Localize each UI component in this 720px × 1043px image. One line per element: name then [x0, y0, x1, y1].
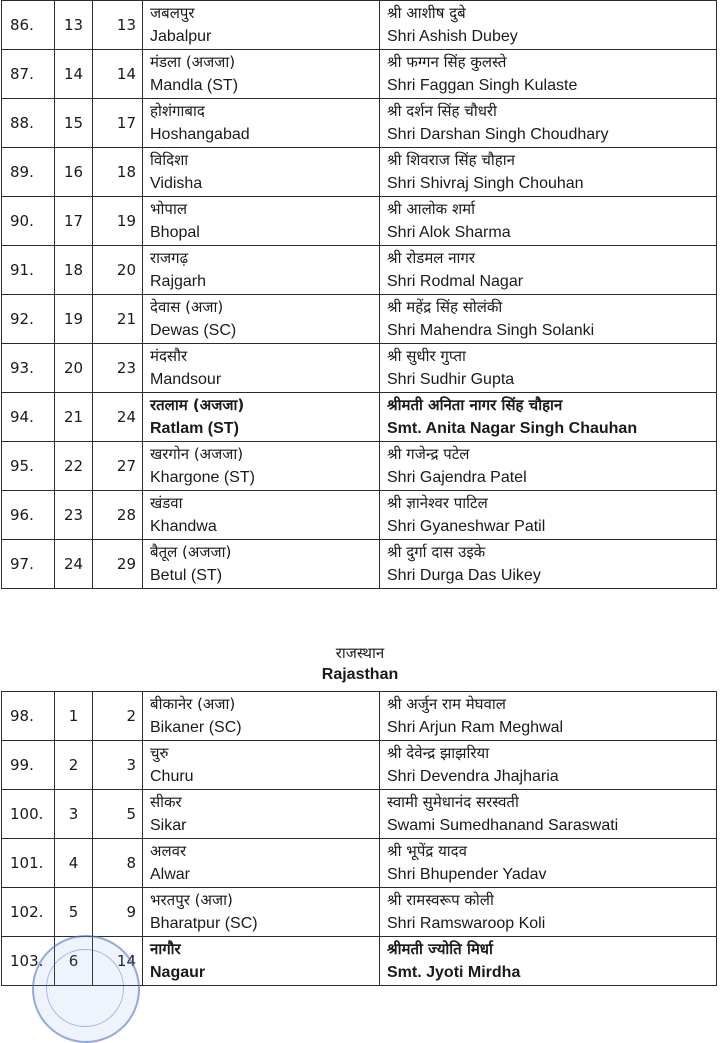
- candidate-cell: [380, 148, 717, 197]
- constituency-number: 3: [93, 741, 143, 790]
- constituency-name-english: Khandwa: [150, 518, 217, 535]
- candidate-name-english: Shri Darshan Singh Choudhary: [387, 126, 609, 143]
- candidate-name-hindi: श्री दर्शन सिंह चौधरी: [387, 102, 497, 120]
- constituency-name-english: Jabalpur: [150, 28, 212, 45]
- candidate-name-hindi: स्वामी सुमेधानंद सरस्वती: [387, 793, 519, 811]
- state-seq-number: 17: [55, 197, 93, 246]
- serial-number: 101.: [2, 839, 55, 888]
- candidate-name-hindi: श्री दुर्गा दास उइके: [387, 543, 486, 561]
- candidate-cell: [380, 295, 717, 344]
- serial-number: 92.: [2, 295, 55, 344]
- constituency-name-english: Mandla (ST): [150, 77, 239, 94]
- serial-number: 98.: [2, 692, 55, 741]
- candidate-table-madhya-pradesh: [1, 0, 717, 589]
- constituency-number: 8: [93, 839, 143, 888]
- candidate-name-hindi: श्री महेंद्र सिंह सोलंकी: [387, 298, 503, 316]
- constituency-number: 17: [93, 99, 143, 148]
- constituency-name-hindi: बीकानेर (अजा): [150, 695, 236, 713]
- state-seq-number: 13: [55, 1, 93, 50]
- candidate-name-english: Shri Shivraj Singh Chouhan: [387, 175, 584, 192]
- constituency-name-hindi: भोपाल: [150, 200, 188, 218]
- candidate-cell: [380, 741, 717, 790]
- serial-number: 86.: [2, 1, 55, 50]
- serial-number: 93.: [2, 344, 55, 393]
- candidate-name-hindi: श्री आलोक शर्मा: [387, 200, 476, 218]
- candidate-name-english: Smt. Jyoti Mirdha: [387, 964, 521, 981]
- constituency-name-english: Bikaner (SC): [150, 719, 242, 736]
- table-row: [2, 888, 717, 937]
- constituency-cell: [143, 1, 380, 50]
- state-seq-number: 23: [55, 491, 93, 540]
- candidate-name-english: Swami Sumedhanand Saraswati: [387, 817, 619, 834]
- table-row: [2, 50, 717, 99]
- candidate-cell: [380, 540, 717, 589]
- constituency-cell: [143, 741, 380, 790]
- constituency-number: 29: [93, 540, 143, 589]
- table-row: [2, 540, 717, 589]
- constituency-cell: [143, 888, 380, 937]
- constituency-number: 21: [93, 295, 143, 344]
- candidate-name-hindi: श्री रोडमल नागर: [387, 249, 476, 267]
- candidate-cell: [380, 246, 717, 295]
- constituency-name-hindi: मंडला (अजजा): [150, 53, 236, 71]
- constituency-cell: [143, 442, 380, 491]
- state-seq-number: 15: [55, 99, 93, 148]
- constituency-name-hindi: मंदसौर: [150, 347, 188, 365]
- table-row: [2, 295, 717, 344]
- serial-number: 89.: [2, 148, 55, 197]
- constituency-name-hindi: खरगोन (अजजा): [150, 445, 244, 463]
- candidate-cell: [380, 442, 717, 491]
- constituency-name-hindi: विदिशा: [150, 151, 189, 169]
- constituency-name-hindi: देवास (अजा): [150, 298, 224, 316]
- constituency-name-hindi: खंडवा: [150, 494, 183, 512]
- candidate-cell: [380, 99, 717, 148]
- constituency-name-hindi: चुरु: [150, 744, 169, 762]
- constituency-name-hindi: नागौर: [150, 940, 181, 958]
- serial-number: 88.: [2, 99, 55, 148]
- constituency-cell: [143, 839, 380, 888]
- constituency-number: 27: [93, 442, 143, 491]
- serial-number: 87.: [2, 50, 55, 99]
- constituency-number: 19: [93, 197, 143, 246]
- table-row: [2, 1, 717, 50]
- state-seq-number: 21: [55, 393, 93, 442]
- constituency-name-english: Nagaur: [150, 964, 206, 981]
- constituency-name-english: Mandsour: [150, 371, 222, 388]
- constituency-number: 23: [93, 344, 143, 393]
- candidate-cell: [380, 790, 717, 839]
- constituency-cell: [143, 246, 380, 295]
- constituency-name-hindi: भरतपुर (अजा): [150, 891, 233, 909]
- candidate-name-english: Shri Devendra Jhajharia: [387, 768, 559, 785]
- constituency-cell: [143, 197, 380, 246]
- constituency-name-hindi: राजगढ़: [150, 249, 189, 267]
- candidate-cell: [380, 197, 717, 246]
- table-row: [2, 344, 717, 393]
- constituency-name-hindi: रतलाम (अजजा): [150, 396, 245, 414]
- serial-number: 100.: [2, 790, 55, 839]
- candidate-cell: [380, 50, 717, 99]
- candidate-name-english: Smt. Anita Nagar Singh Chauhan: [387, 420, 638, 437]
- constituency-name-hindi: जबलपुर: [150, 4, 195, 22]
- candidate-cell: [380, 1, 717, 50]
- candidate-name-hindi: श्रीमती अनिता नागर सिंह चौहान: [387, 396, 563, 414]
- candidate-cell: [380, 491, 717, 540]
- candidate-name-english: Shri Rodmal Nagar: [387, 273, 524, 290]
- constituency-number: 9: [93, 888, 143, 937]
- state-seq-number: 24: [55, 540, 93, 589]
- candidate-name-english: Shri Mahendra Singh Solanki: [387, 322, 595, 339]
- candidate-name-english: Shri Ramswaroop Koli: [387, 915, 546, 932]
- constituency-cell: [143, 540, 380, 589]
- candidate-name-english: Shri Gajendra Patel: [387, 469, 527, 486]
- constituency-cell: [143, 148, 380, 197]
- constituency-name-english: Churu: [150, 768, 194, 785]
- candidate-name-english: Shri Sudhir Gupta: [387, 371, 515, 388]
- candidate-name-english: Shri Ashish Dubey: [387, 28, 518, 45]
- constituency-cell: [143, 937, 380, 986]
- constituency-name-english: Dewas (SC): [150, 322, 237, 339]
- candidate-name-hindi: श्री रामस्वरूप कोली: [387, 891, 494, 909]
- candidate-name-hindi: श्री आशीष दुबे: [387, 4, 466, 22]
- serial-number: 97.: [2, 540, 55, 589]
- candidate-cell: [380, 937, 717, 986]
- constituency-name-english: Khargone (ST): [150, 469, 255, 486]
- candidate-name-english: Shri Bhupender Yadav: [387, 866, 547, 883]
- constituency-number: 28: [93, 491, 143, 540]
- constituency-cell: [143, 295, 380, 344]
- table-row: [2, 442, 717, 491]
- constituency-name-english: Bharatpur (SC): [150, 915, 258, 932]
- constituency-number: 14: [93, 937, 143, 986]
- state-seq-number: 5: [55, 888, 93, 937]
- candidate-name-hindi: श्री फग्गन सिंह कुलस्ते: [387, 53, 507, 71]
- state-seq-number: 14: [55, 50, 93, 99]
- constituency-name-hindi: बैतूल (अजजा): [150, 543, 232, 561]
- constituency-name-hindi: सीकर: [150, 793, 182, 811]
- constituency-number: 2: [93, 692, 143, 741]
- serial-number: 102.: [2, 888, 55, 937]
- candidate-cell: [380, 839, 717, 888]
- state-seq-number: 16: [55, 148, 93, 197]
- candidate-name-hindi: श्री भूपेंद्र यादव: [387, 842, 467, 860]
- state-seq-number: 3: [55, 790, 93, 839]
- constituency-cell: [143, 344, 380, 393]
- serial-number: 90.: [2, 197, 55, 246]
- table-row: [2, 839, 717, 888]
- constituency-number: 24: [93, 393, 143, 442]
- table-row: [2, 491, 717, 540]
- constituency-cell: [143, 393, 380, 442]
- table-row: [2, 692, 717, 741]
- constituency-name-english: Alwar: [150, 866, 191, 883]
- constituency-cell: [143, 692, 380, 741]
- constituency-name-english: Sikar: [150, 817, 187, 834]
- table-row: [2, 197, 717, 246]
- constituency-number: 5: [93, 790, 143, 839]
- candidate-cell: [380, 393, 717, 442]
- table-row: [2, 99, 717, 148]
- constituency-name-english: Ratlam (ST): [150, 420, 239, 437]
- candidate-name-english: Shri Arjun Ram Meghwal: [387, 719, 564, 736]
- state-seq-number: 4: [55, 839, 93, 888]
- serial-number: 94.: [2, 393, 55, 442]
- table-row: [2, 393, 717, 442]
- constituency-name-english: Bhopal: [150, 224, 200, 241]
- serial-number: 99.: [2, 741, 55, 790]
- candidate-cell: [380, 888, 717, 937]
- candidate-name-hindi: श्री गजेन्द्र पटेल: [387, 445, 470, 463]
- table-row: [2, 790, 717, 839]
- constituency-number: 13: [93, 1, 143, 50]
- candidate-cell: [380, 692, 717, 741]
- constituency-number: 14: [93, 50, 143, 99]
- table-row: [2, 246, 717, 295]
- state-seq-number: 22: [55, 442, 93, 491]
- constituency-cell: [143, 50, 380, 99]
- candidate-cell: [380, 344, 717, 393]
- constituency-name-english: Betul (ST): [150, 567, 223, 584]
- candidate-name-hindi: श्री अर्जुन राम मेघवाल: [387, 695, 506, 713]
- candidate-name-hindi: श्री देवेन्द्र झाझरिया: [387, 744, 490, 762]
- candidate-name-english: Shri Durga Das Uikey: [387, 567, 541, 584]
- serial-number: 103.: [2, 937, 55, 986]
- table-row: [2, 741, 717, 790]
- state-seq-number: 18: [55, 246, 93, 295]
- serial-number: 96.: [2, 491, 55, 540]
- section-title-english: Rajasthan: [321, 666, 399, 683]
- constituency-name-english: Hoshangabad: [150, 126, 250, 143]
- candidate-name-hindi: श्री सुधीर गुप्ता: [387, 347, 466, 365]
- constituency-cell: [143, 99, 380, 148]
- constituency-number: 20: [93, 246, 143, 295]
- section-title-hindi: राजस्थान: [335, 644, 385, 662]
- constituency-cell: [143, 491, 380, 540]
- constituency-name-english: Vidisha: [150, 175, 203, 192]
- constituency-name-hindi: होशंगाबाद: [150, 102, 205, 120]
- table-row: [2, 148, 717, 197]
- constituency-name-english: Rajgarh: [150, 273, 207, 290]
- constituency-number: 18: [93, 148, 143, 197]
- serial-number: 91.: [2, 246, 55, 295]
- constituency-name-hindi: अलवर: [150, 842, 187, 860]
- state-seq-number: 1: [55, 692, 93, 741]
- candidate-name-hindi: श्रीमती ज्योति मिर्धा: [387, 940, 493, 958]
- candidate-name-english: Shri Gyaneshwar Patil: [387, 518, 546, 535]
- candidate-table-rajasthan: [1, 691, 717, 986]
- state-seq-number: 20: [55, 344, 93, 393]
- candidate-name-hindi: श्री ज्ञानेश्वर पाटिल: [387, 494, 488, 512]
- table-row: [2, 937, 717, 986]
- constituency-cell: [143, 790, 380, 839]
- candidate-name-english: Shri Alok Sharma: [387, 224, 511, 241]
- state-seq-number: 2: [55, 741, 93, 790]
- state-seq-number: 6: [55, 937, 93, 986]
- serial-number: 95.: [2, 442, 55, 491]
- candidate-name-english: Shri Faggan Singh Kulaste: [387, 77, 578, 94]
- state-seq-number: 19: [55, 295, 93, 344]
- candidate-name-hindi: श्री शिवराज सिंह चौहान: [387, 151, 515, 169]
